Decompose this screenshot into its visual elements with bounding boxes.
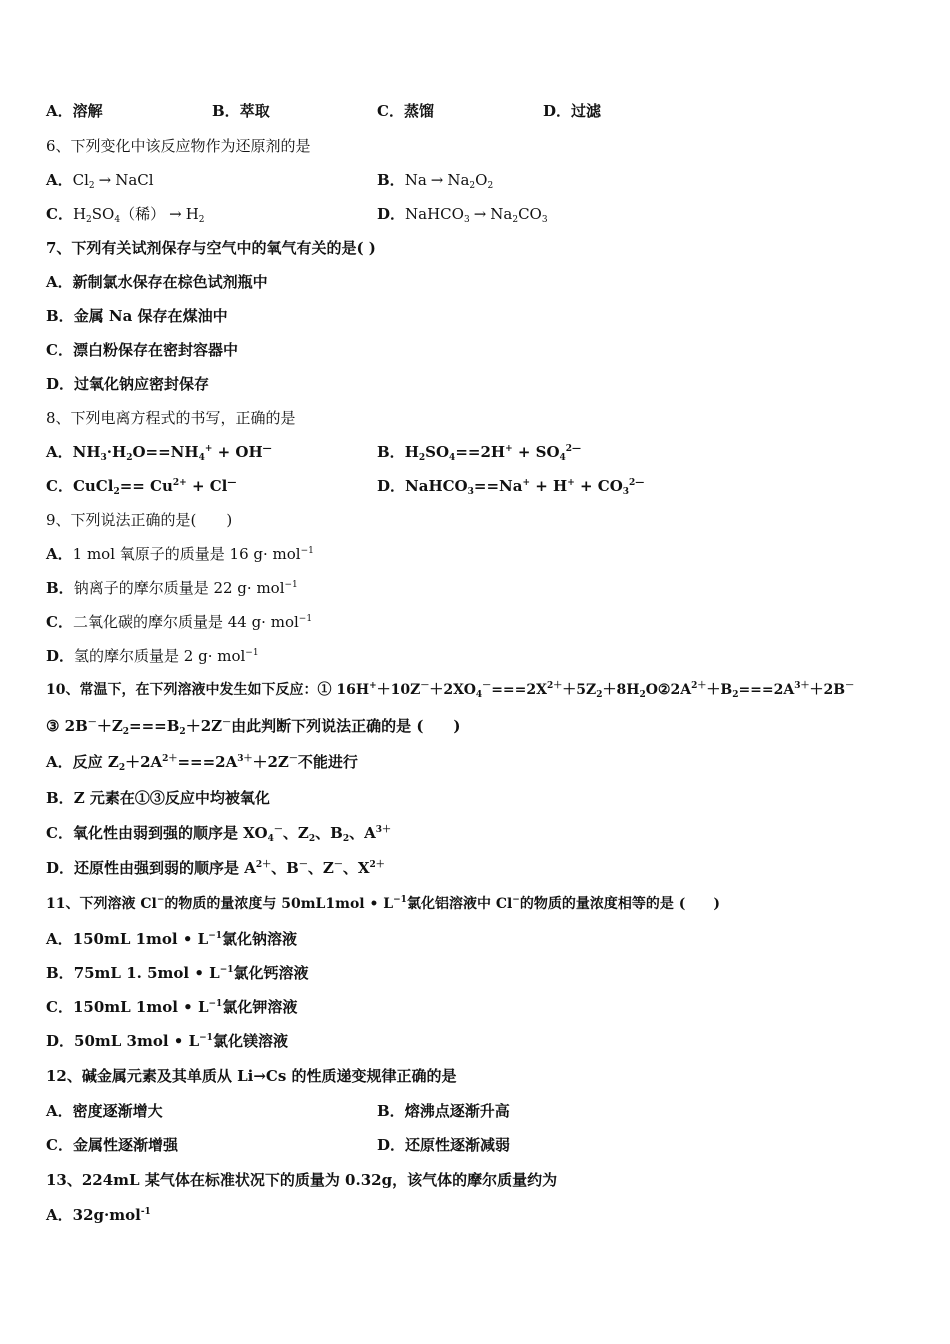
q10-option-c: C．氧化性由弱到强的顺序是 $XO_4^-$、$Z_2$、$B_2$、$A^{3+}$: [46, 824, 391, 844]
q10-option-a: A．反应 $Z_2+2A^{2+}===2A^{3+}+2Z^-$不能进行: [46, 753, 358, 773]
q11-option-c: C．150mL 1mol • $L^{-1}$氯化钾溶液: [46, 998, 298, 1016]
q10-option-d: D．还原性由强到弱的顺序是 $A^{2+}$、B－、Z－、$X^{2+}$: [46, 859, 385, 877]
q12-option-c: C．金属性逐渐增强: [46, 1136, 178, 1154]
q12-option-b: B．熔沸点逐渐升高: [377, 1102, 510, 1120]
reaction-arrow-icon: →: [430, 171, 444, 189]
q13-option-a: A．32g·mol$^{-1}$: [46, 1206, 151, 1224]
q7-option-c: C．漂白粉保存在密封容器中: [46, 341, 238, 359]
q10-option-b: B．Z 元素在①③反应中均被氧化: [46, 789, 270, 807]
q6-option-a: A．$Cl_2$ → NaCl: [46, 171, 154, 191]
q8-option-b: B．$H_2SO_4==2H^+ + SO_4^{2—}$: [377, 443, 582, 463]
q10-stem-line2: ③ $2B^-+Z_2===B_2+2Z^-$由此判断下列说法正确的是 ( ): [46, 717, 461, 737]
q12-option-a: A．密度逐渐增大: [46, 1102, 163, 1120]
q7-option-a: A．新制氯水保存在棕色试剂瓶中: [46, 273, 268, 291]
q8-option-c: C．CuCl$_2$== $Cu^{2+} + Cl^—$: [46, 477, 237, 497]
q11-option-a: A．150mL 1mol • $L^{-1}$氯化钠溶液: [46, 930, 298, 948]
q11-option-b: B．75mL 1. 5mol • $L^{-1}$氯化钙溶液: [46, 964, 309, 982]
q5-option-b: B．萃取: [212, 102, 270, 120]
q12-option-d: D．还原性逐渐减弱: [377, 1136, 511, 1154]
q9-option-a: A．1 mol 氧原子的质量是 16 g· mol$^{-1}$: [46, 545, 314, 563]
q8-stem: 8、下列电离方程式的书写，正确的是: [46, 409, 296, 427]
q6-option-b: B．$Na \to Na_2O_2$: [377, 171, 494, 191]
reaction-arrow-icon: →: [169, 205, 182, 223]
q6-stem: 6、下列变化中该反应物作为还原剂的是: [46, 137, 311, 155]
q12-stem: 12、碱金属元素及其单质从 Li→Cs 的性质递变规律正确的是: [46, 1067, 457, 1085]
reaction-arrow-icon: →: [98, 171, 112, 189]
q6-option-c: C．$H_2SO_4$（稀） → $H_2$: [46, 205, 205, 225]
q5-option-a: A．溶解: [46, 102, 103, 120]
q6-option-d: D．NaHCO$_3$ → $Na_2CO_3$: [377, 205, 548, 225]
q9-stem: 9、下列说法正确的是( ): [46, 511, 233, 529]
q13-stem: 13、224mL 某气体在标准状况下的质量为 0.32g，该气体的摩尔质量约为: [46, 1171, 558, 1189]
q5-option-d: D．过滤: [543, 102, 602, 120]
q10-stem-line1: 10、常温下，在下列溶液中发生如下反应：① $16H^++10Z^-+2XO_4^-===2X^{2+}+5Z_2+8H_2O②2A^{2+}+B_2===2A^{3+}+2B^-$: [46, 681, 855, 700]
q7-option-d: D．过氧化钠应密封保存: [46, 375, 210, 393]
q7-option-b: B．金属 Na 保存在煤油中: [46, 307, 228, 325]
q11-option-d: D．50mL 3mol • $L^{-1}$氯化镁溶液: [46, 1032, 288, 1050]
q11-stem: 11、下列溶液 Cl−的物质的量浓度与 50mL1mol • $L^{-1}$氯化铝溶液中 Cl−的物质的量浓度相等的是 ( ): [46, 895, 720, 912]
q5-option-c: C．蒸馏: [377, 102, 434, 120]
q7-stem: 7、下列有关试剂保存与空气中的氧气有关的是( ): [46, 239, 376, 257]
q8-option-d: D．NaHCO$_3$==Na+ + $H^+ + CO_3^{2—}$: [377, 477, 645, 497]
q9-option-b: B．钠离子的摩尔质量是 22 g· mol$^{-1}$: [46, 579, 298, 597]
q9-option-d: D．氢的摩尔质量是 2 g· mol$^{-1}$: [46, 647, 259, 665]
q8-option-a: A．$NH_3\cdot H_2O==NH_4^+ + OH^—$: [46, 443, 272, 463]
reaction-arrow-icon: →: [473, 205, 487, 223]
q9-option-c: C．二氧化碳的摩尔质量是 44 g· mol$^{-1}$: [46, 613, 313, 631]
